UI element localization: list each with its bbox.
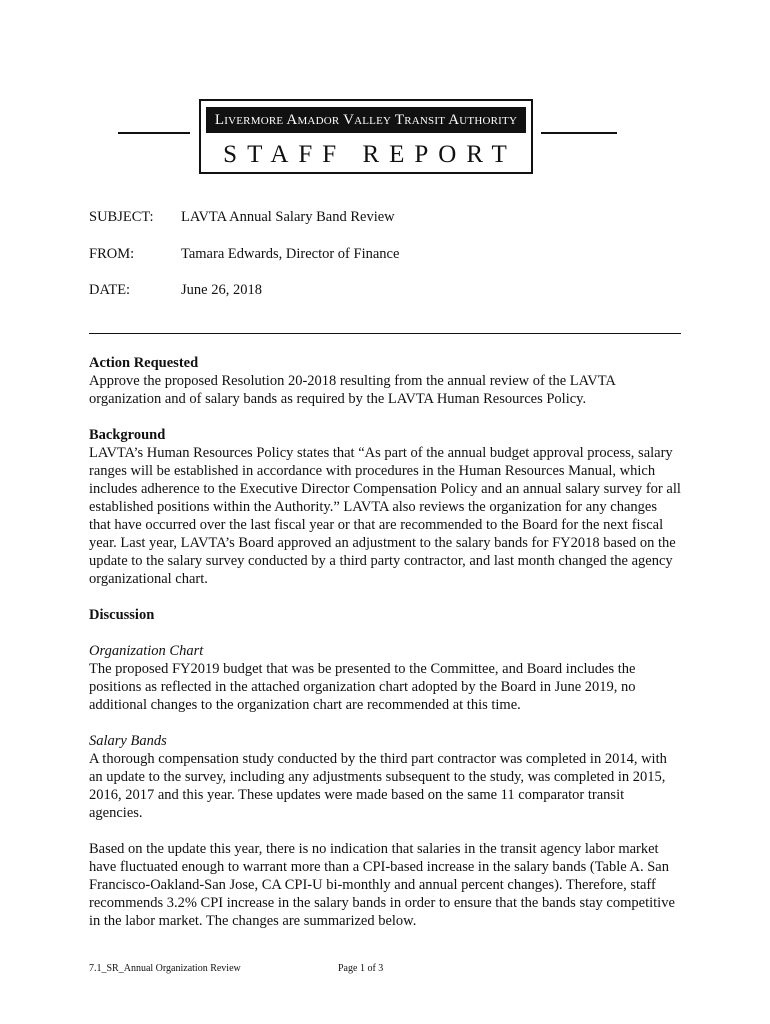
action-heading: Action Requested — [89, 355, 199, 371]
org-chart-text: The proposed FY2019 budget that was be presented to the Committee, and Board includes the positions as reflected in the attached organization chart adopted by the Board in June 2019, no additional changes to the organization chart are recommended at this time. — [89, 661, 636, 713]
staff-report-logo — [199, 99, 533, 174]
subject-label: SUBJECT: — [89, 209, 154, 225]
header-divider — [89, 333, 681, 334]
footer-file-name: 7.1_SR_Annual Organization Review — [89, 963, 241, 974]
from-label: FROM: — [89, 246, 135, 262]
discussion-section — [89, 606, 681, 624]
salary-bands-section-2 — [89, 840, 681, 930]
report-body — [89, 354, 681, 948]
org-chart-section — [89, 642, 681, 714]
salary-bands-heading: Salary Bands — [89, 733, 167, 749]
action-text: Approve the proposed Resolution 20-2018 resulting from the annual review of the LAVTA organization and of salary bands as required by the LAVTA Human Resources Policy. — [89, 373, 616, 407]
salary-bands-section — [89, 732, 681, 822]
report-title: STAFF REPORT — [223, 141, 517, 168]
action-requested-section — [89, 354, 681, 408]
discussion-heading: Discussion — [89, 607, 155, 623]
salary-bands-text-2: Based on the update this year, there is no indication that salaries in the transit agency labor market have fluctuated enough to warrant more than a CPI-based increase in the salary bands (Table A. San Francisco-Oakland-San Jose, CA CPI-U bi-monthly and annual percent changes). Therefore, staff recommends 3.2% CPI increase in the salary bands in order to ensure that the bands stay competitive in the labor market. The changes are summarized below. — [89, 841, 675, 929]
footer-page-number: Page 1 of 3 — [338, 963, 384, 974]
subject-value: LAVTA Annual Salary Band Review — [181, 209, 395, 225]
date-label: DATE: — [89, 282, 131, 298]
salary-bands-text: A thorough compensation study conducted by the third part contractor was completed in 2014, with an update to the survey, including any adjustments subsequent to the study, was completed in 2015, 2016, 2017 and this year. These updates were made based on the same 11 comparator transit agencies. — [89, 751, 667, 821]
date-value: June 26, 2018 — [181, 282, 262, 298]
from-value: Tamara Edwards, Director of Finance — [181, 246, 400, 262]
header-rule-left — [118, 132, 190, 134]
background-section — [89, 426, 681, 588]
background-text: LAVTA’s Human Resources Policy states that “As part of the annual budget approval process, salary ranges will be established in accordance with procedures in the Human Resources Manual, which includes adherence to the Executive Director Compensation Policy and an annual salary survey for all established positions within the Authority.” LAVTA also reviews the organization for any changes that have occurred over the last fiscal year or that are recommended to the Board for the next fiscal year. Last year, LAVTA’s Board approved an adjustment to the salary bands for FY2018 based on the update to the salary survey conducted by a third party contractor, and last month changed the agency organizational chart. — [89, 445, 681, 587]
organization-name: Livermore Amador Valley Transit Authority — [206, 107, 526, 133]
header-rule-right — [541, 132, 617, 134]
org-chart-heading: Organization Chart — [89, 643, 204, 659]
background-heading: Background — [89, 427, 166, 443]
